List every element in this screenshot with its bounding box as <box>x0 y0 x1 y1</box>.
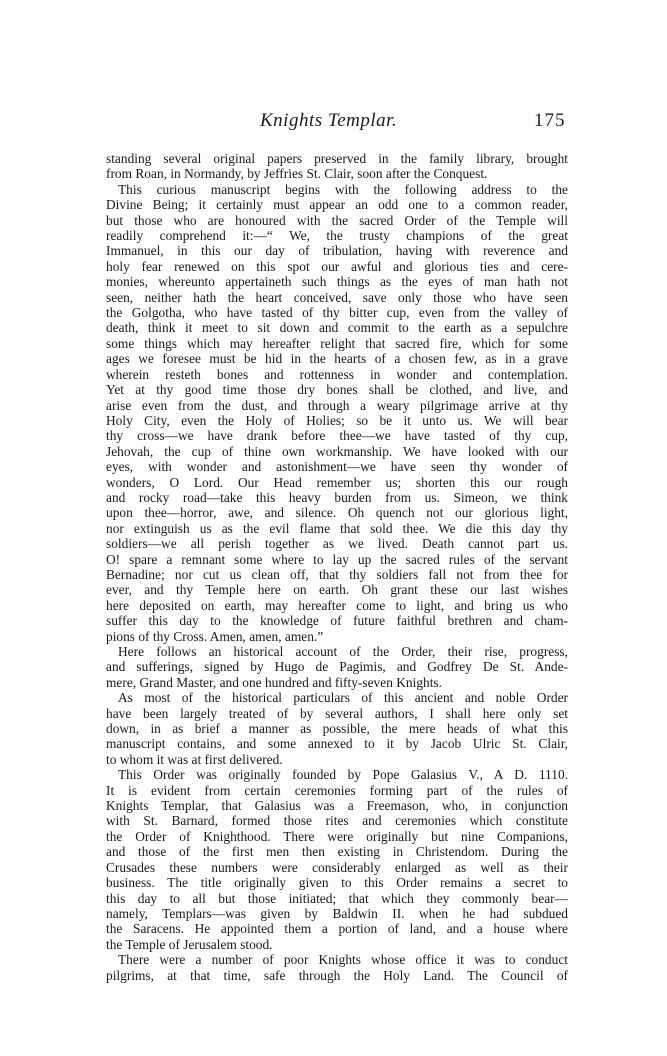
text-line: upon thee—horror, awe, and silence. Oh quench not our glorious light, <box>106 505 568 521</box>
text-line: ever, and thy Temple here on earth. Oh grant these our last wishes <box>106 582 568 598</box>
text-line: Holy City, even the Holy of Holies; so be it unto us. We will bear <box>106 412 568 428</box>
text-line: Immanuel, in this our day of tribulation, having with reverence and <box>106 243 568 259</box>
text-line: holy fear renewed on this spot our awful and glorious ties and cere- <box>106 258 568 274</box>
text-line: the Golgotha, who have tasted of thy bitter cup, even from the valley of <box>106 305 568 321</box>
text-line: have been largely treated of by several authors, I shall here only set <box>106 705 568 721</box>
text-line: with St. Barnard, formed those rites and ceremonies which constitute <box>106 813 568 829</box>
text-line: wonders, O Lord. Our Head remember us; shorten this our rough <box>106 474 568 490</box>
text-line: death, think it meet to sit down and commit to the earth as a sepulchre <box>106 320 568 336</box>
running-head <box>0 110 667 138</box>
text-line: pions of thy Cross. Amen, amen, amen.” <box>106 628 324 644</box>
text-line: thy cross—we have drank before thee—we have tasted of thy cup, <box>106 428 568 444</box>
text-line: There were a number of poor Knights whose office it was to conduct <box>118 952 568 968</box>
text-line: Here follows an historical account of the Order, their rise, progress, <box>118 644 568 659</box>
text-line: manuscript contains, and some annexed to it by Jacob Ulric St. Clair, <box>106 736 568 752</box>
text-line: the Temple of Jerusalem stood. <box>106 936 273 952</box>
text-line: namely, Templars—was given by Baldwin II. when he had subdued <box>106 905 568 921</box>
text-line: nor extinguish us as the evil flame that sold thee. We die this day thy <box>106 520 568 536</box>
text-line: arise even from the dust, and through a weary pilgrimage arrive at thy <box>106 397 568 413</box>
text-line: down, in as brief a manner as possible, the mere heads of what this <box>106 721 568 737</box>
text-line: business. The title originally given to this Order remains a secret to <box>106 875 568 891</box>
text-line: pilgrims, at that time, safe through the Holy Land. The Council of <box>106 967 568 983</box>
text-line: the Saracens. He appointed them a portion of land, and a house where <box>106 921 568 937</box>
text-line: standing several original papers preserved in the family library, brought <box>106 151 568 166</box>
text-line: Knights Templar, that Galasius was a Freemason, who, in conjunction <box>106 798 568 814</box>
text-line: readily comprehend it:—“ We, the trusty champions of the great <box>106 228 568 244</box>
text-line: As most of the historical particulars of this ancient and noble Order <box>118 690 568 706</box>
text-line: but those who are honoured with the sacred Order of the Temple will <box>106 212 568 228</box>
text-line: this day to all but those initiated; that which they commonly bear— <box>106 890 568 906</box>
text-line: This curious manuscript begins with the following address to the <box>118 181 568 197</box>
text-line: here deposited on earth, may hereafter come to light, and bring us who <box>106 597 568 613</box>
text-line: from Roan, in Normandy, by Jeffries St. Clair, soon after the Conquest. <box>106 166 488 182</box>
text-line: wherein resteth bones and rottenness in wonder and contemplation. <box>106 366 568 382</box>
text-line: Crusades these numbers were considerably enlarged as well as their <box>106 859 568 875</box>
text-line: and sufferings, signed by Hugo de Pagimis, and Godfrey De St. Ande- <box>106 659 568 675</box>
text-line: seen, neither hath the heart conceived, save only those who have seen <box>106 289 568 305</box>
text-line: the Order of Knighthood. There were originally but nine Companions, <box>106 828 568 844</box>
text-line: suffer this day to the knowledge of future faithful brethren and cham- <box>106 613 568 629</box>
text-line: Bernadine; nor cut us clean off, that thy soldiers fall not from thee for <box>106 566 568 582</box>
text-line: some things which may hereafter relight that sacred fire, which for some <box>106 335 568 351</box>
text-line: Yet at thy good time those dry bones shall be clothed, and live, and <box>106 382 568 398</box>
text-line: ages we foresee must be hid in the hearts of a chosen few, as in a grave <box>106 351 568 367</box>
text-line: O! spare a remnant some where to lay up the sacred rules of the servant <box>106 551 568 567</box>
body-text <box>106 151 568 983</box>
running-title: Knights Templar. <box>260 110 398 131</box>
text-line: to whom it was at first delivered. <box>106 751 283 767</box>
text-line: Divine Being; it certainly must appear an odd one to a common reader, <box>106 197 568 213</box>
text-line: soldiers—we all perish together as we lived. Death cannot part us. <box>106 536 568 552</box>
text-line: monies, whereunto appertaineth such things as the eyes of man hath not <box>106 274 568 290</box>
text-line: mere, Grand Master, and one hundred and fifty-seven Knights. <box>106 674 442 690</box>
text-line: This Order was originally founded by Pope Galasius V., A D. 1110. <box>118 767 568 783</box>
text-line: Jehovah, the cup of thine own workmanship. We have looked with our <box>106 443 568 459</box>
text-line: and those of the first men then existing in Christendom. During the <box>106 844 568 860</box>
text-line: and rocky road—take this heavy burden from us. Simeon, we think <box>106 489 568 505</box>
page-number: 175 <box>534 110 566 131</box>
text-line: It is evident from certain ceremonies forming part of the rules of <box>106 782 568 798</box>
text-line: eyes, with wonder and astonishment—we have seen thy wonder of <box>106 459 568 475</box>
